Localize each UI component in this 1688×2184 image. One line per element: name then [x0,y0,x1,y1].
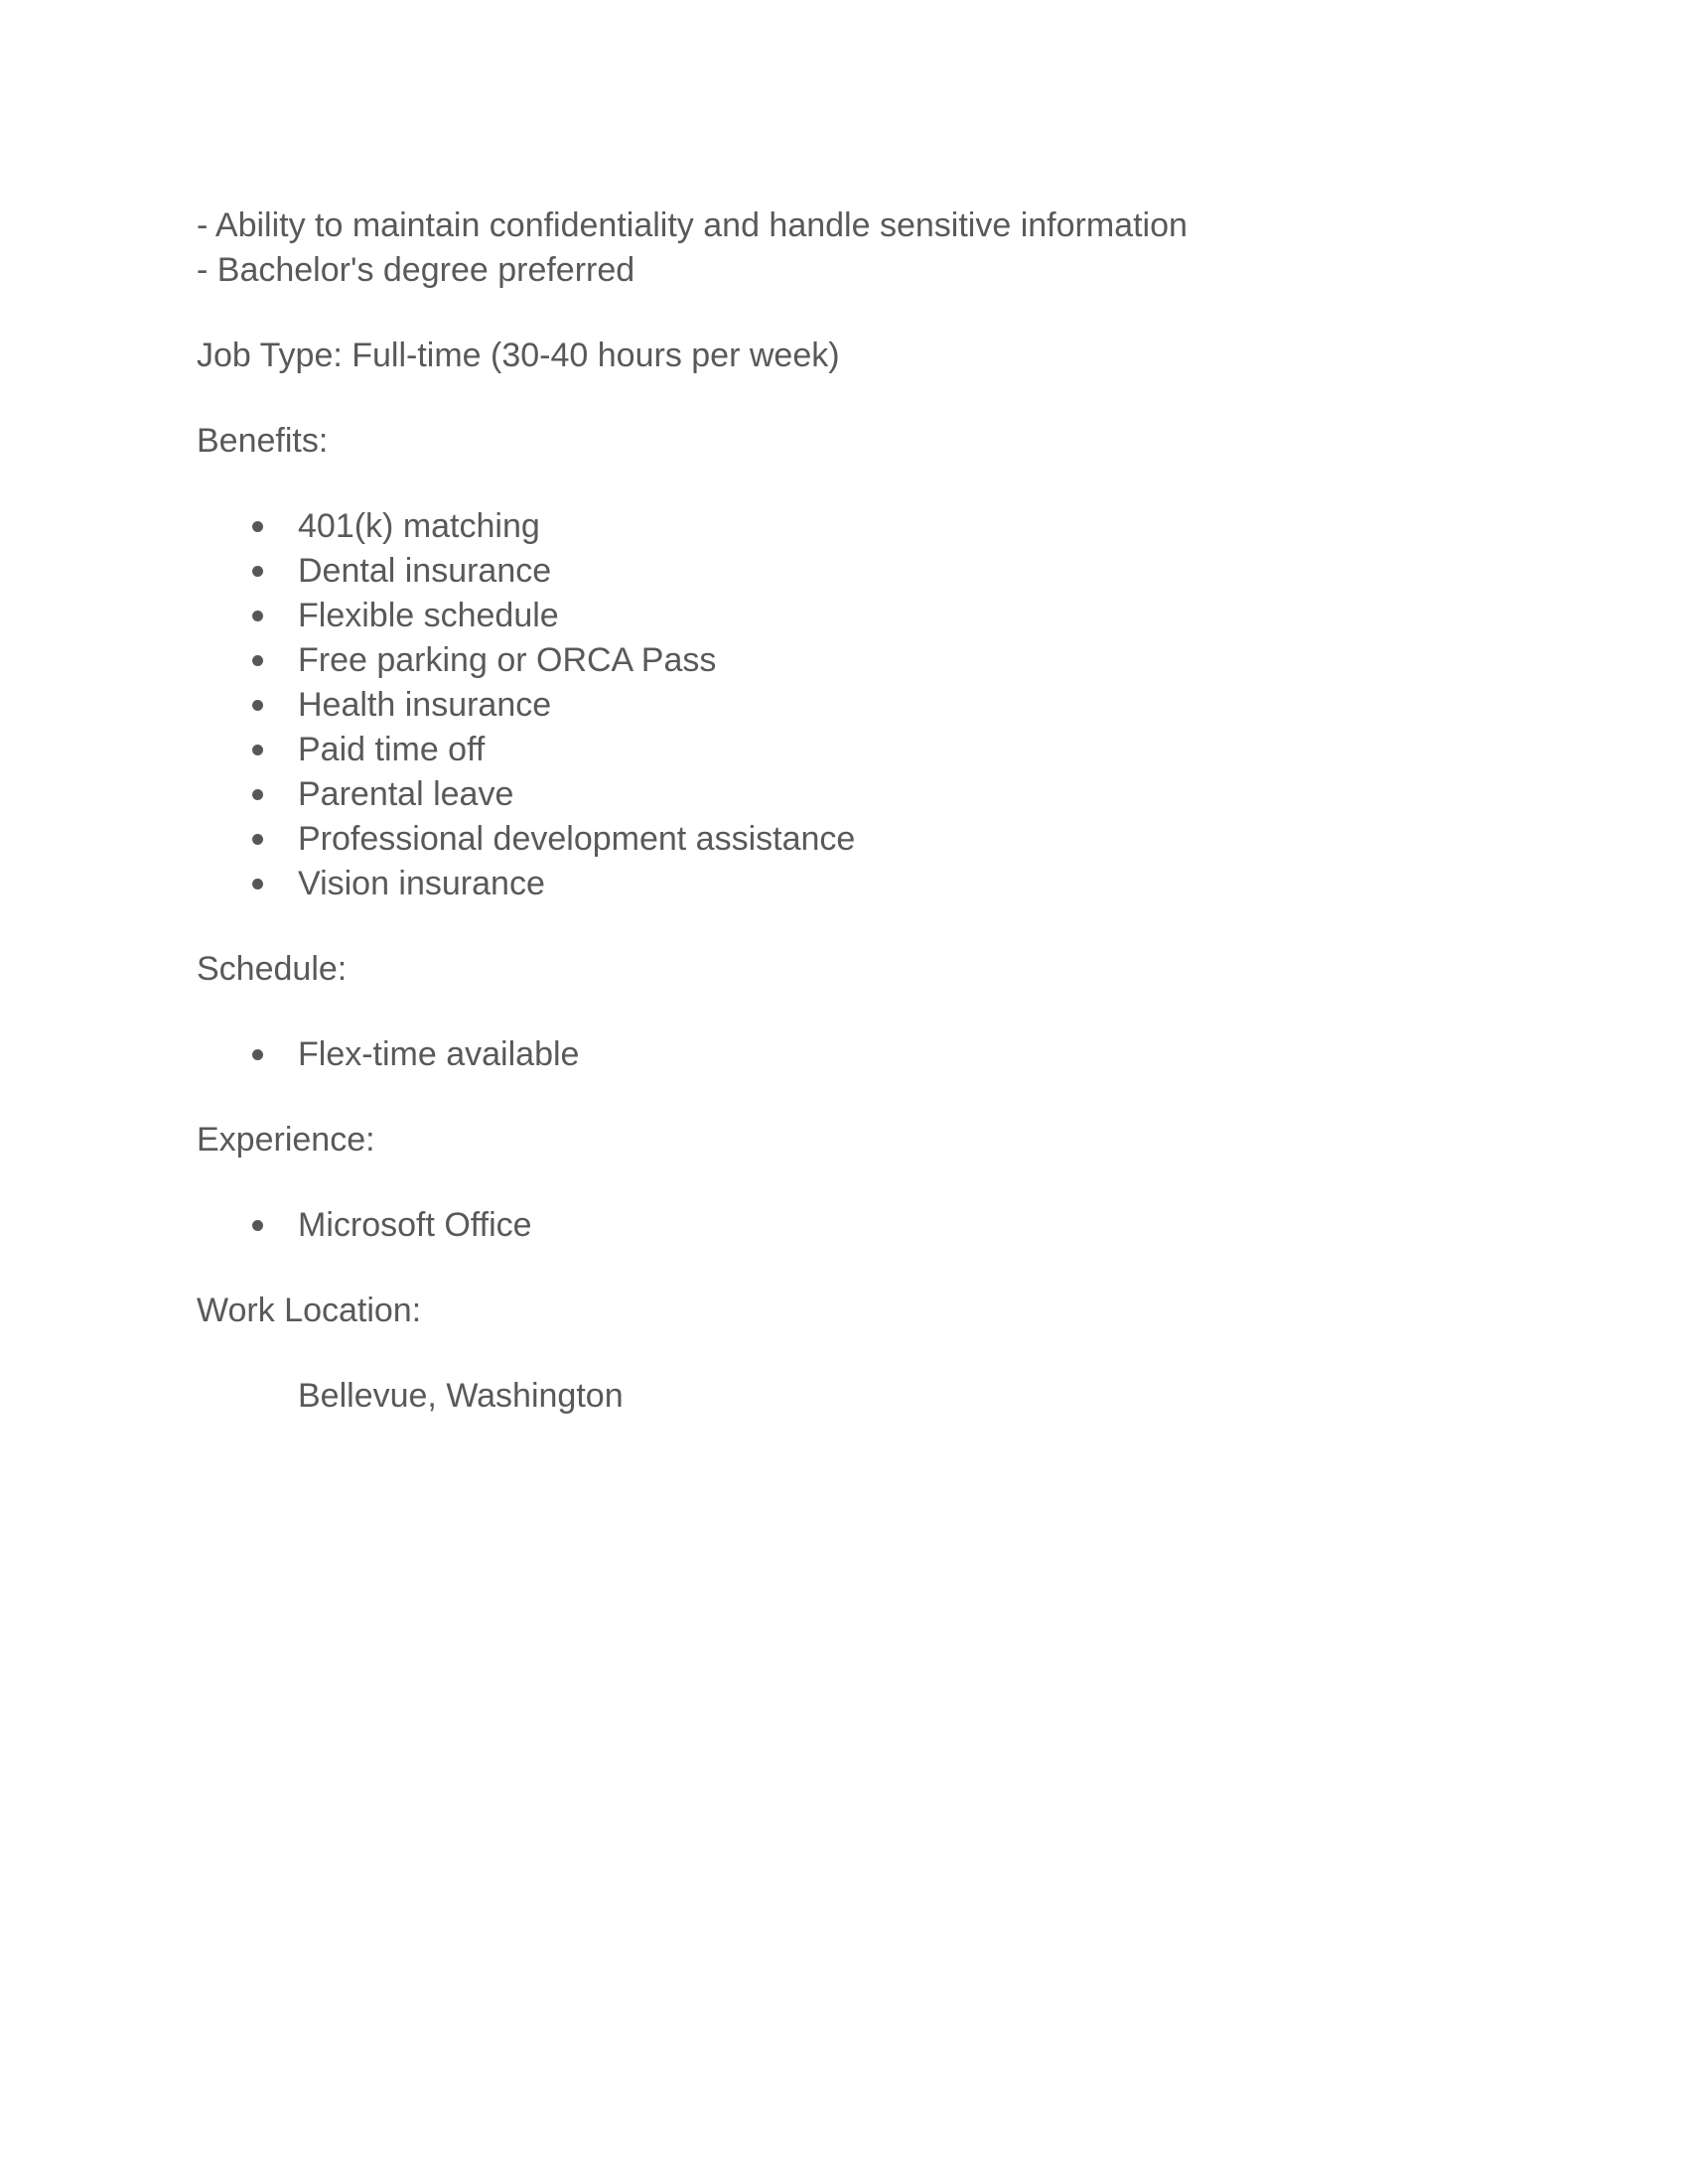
benefits-item-label: Health insurance [298,686,552,724]
benefits-list-item [298,817,1529,862]
bullet-icon [252,745,263,755]
benefits-list [197,504,1529,906]
bullet-icon [252,700,263,711]
schedule-list [197,1032,1529,1077]
bullet-icon [252,1220,263,1231]
benefits-item-label: 401(k) matching [298,507,540,545]
bullet-icon [252,611,263,621]
experience-item-label: Microsoft Office [298,1206,532,1244]
experience-list-item [298,1203,1529,1248]
benefits-list-item [298,862,1529,906]
benefits-item-label: Free parking or ORCA Pass [298,641,717,679]
benefits-list-item [298,638,1529,683]
benefits-list-item [298,772,1529,817]
bullet-icon [252,789,263,800]
benefits-heading: Benefits: [197,422,329,460]
bullet-icon [252,521,263,532]
work-location-value: Bellevue, Washington [298,1377,624,1415]
bullet-icon [252,834,263,845]
bullet-icon [252,655,263,666]
requirement-line-degree: - Bachelor's degree preferred [197,251,635,289]
bullet-icon [252,1049,263,1060]
schedule-list-item [298,1032,1529,1077]
benefits-list-item [298,549,1529,594]
job-type-line: Job Type: Full-time (30-40 hours per week) [197,337,840,374]
benefits-list-item [298,683,1529,728]
benefits-list-item [298,728,1529,772]
bullet-icon [252,879,263,889]
work-location-heading: Work Location: [197,1292,422,1329]
benefits-item-label: Parental leave [298,775,514,813]
benefits-item-label: Paid time off [298,731,486,768]
benefits-item-label: Flexible schedule [298,597,559,634]
schedule-item-label: Flex-time available [298,1035,580,1073]
bullet-icon [252,566,263,577]
experience-list [197,1203,1529,1248]
experience-heading: Experience: [197,1121,375,1159]
requirements-paragraph [197,204,1529,293]
schedule-heading: Schedule: [197,950,348,988]
requirement-line-confidentiality: - Ability to maintain confidentiality and handle sensitive information [197,206,1188,244]
benefits-list-item [298,594,1529,638]
benefits-item-label: Vision insurance [298,865,545,902]
benefits-item-label: Professional development assistance [298,820,856,858]
benefits-list-item [298,504,1529,549]
benefits-item-label: Dental insurance [298,552,552,590]
